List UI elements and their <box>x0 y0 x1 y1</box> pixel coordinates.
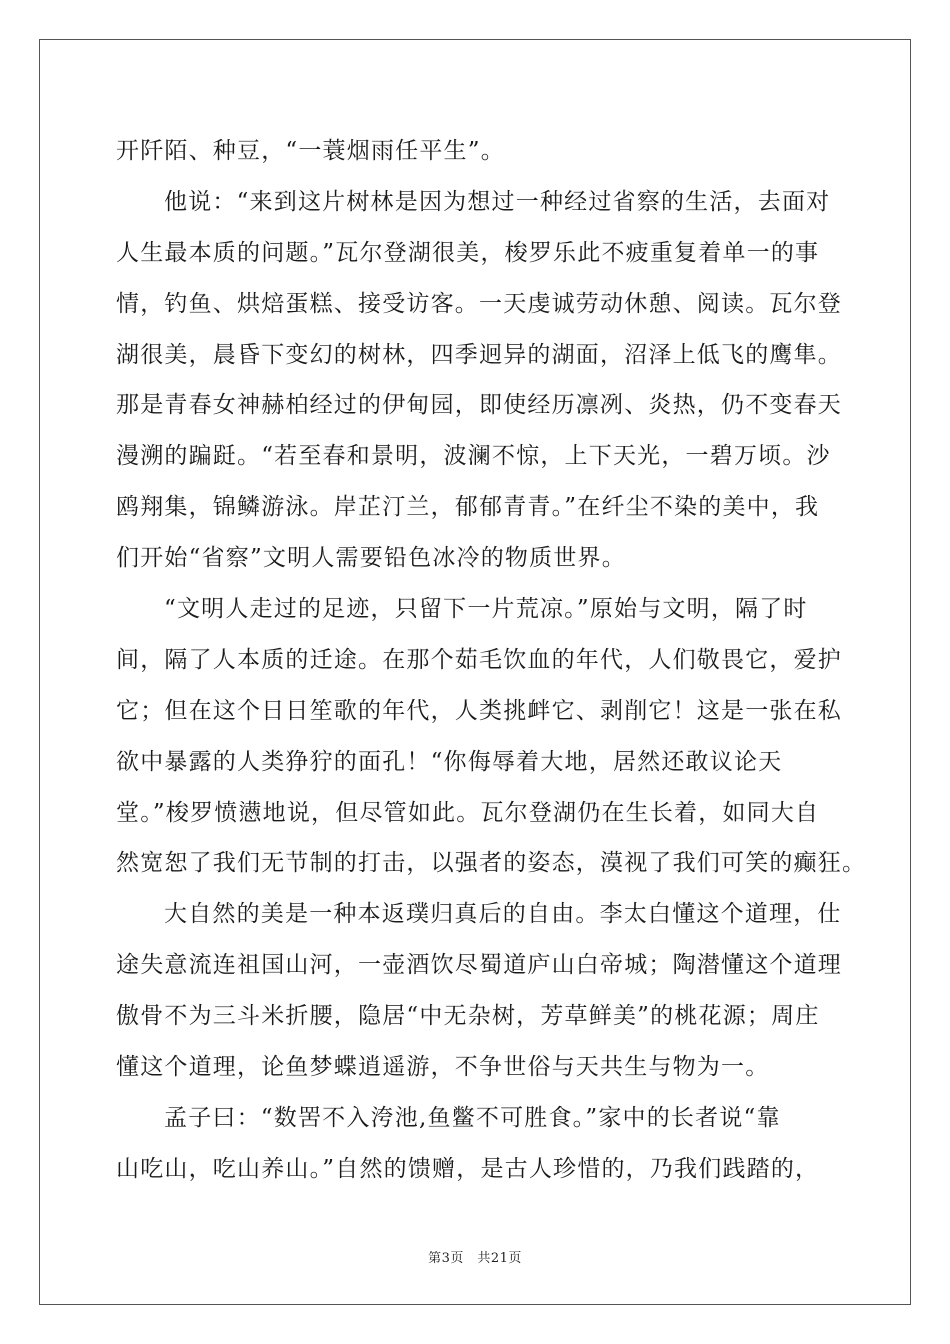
text-line: 人生最本质的问题。”瓦尔登湖很美，梭罗乐此不疲重复着单一的事 <box>116 239 820 266</box>
text-line: 鸥翔集，锦鳞游泳。岸芷汀兰，郁郁青青。”在纤尘不染的美中，我 <box>116 494 820 521</box>
text-line: “文明人走过的足迹，只留下一片荒凉。”原始与文明，隔了时 <box>164 596 808 623</box>
text-line: 山吃山，吃山养山。”自然的馈赠，是古人珍惜的，乃我们践踏的， <box>116 1155 820 1182</box>
text-line: 傲骨不为三斗米折腰，隐居“中无杂树，芳草鲜美”的桃花源；周庄 <box>116 1003 820 1030</box>
text-line: 它；但在这个日日笙歌的年代，人类挑衅它、剥削它！这是一张在私 <box>116 697 842 724</box>
text-line: 们开始“省察”文明人需要铅色冰冷的物质世界。 <box>116 545 626 572</box>
text-line: 途失意流连祖国山河，一壶酒饮尽蜀道庐山白帝城；陶潜懂这个道理 <box>116 952 842 979</box>
text-line: 懂这个道理，论鱼梦蝶逍遥游，不争世俗与天共生与物为一。 <box>116 1054 770 1081</box>
document-body <box>116 126 867 1195</box>
text-line: 开阡陌、种豆，“一蓑烟雨任平生”。 <box>116 138 505 164</box>
page-number-footer: 第3页 共21页 <box>428 1251 522 1266</box>
text-line: 那是青春女神赫柏经过的伊甸园，即使经历凛冽、炎热，仍不变春天 <box>116 392 842 419</box>
text-line: 间，隔了人本质的迁途。在那个茹毛饮血的年代，人们敬畏它，爱护 <box>116 646 842 673</box>
text-line: 漫溯的蹁跹。“若至春和景明，波澜不惊，上下天光，一碧万顷。沙 <box>116 443 831 470</box>
text-line: 湖很美，晨昏下变幻的树林，四季迥异的湖面，沼泽上低飞的鹰隼。 <box>116 341 842 368</box>
text-line: 孟子曰：“数罟不入洿池,鱼鳖不可胜食。”家中的长者说“靠 <box>164 1104 781 1131</box>
text-line: 他说：“来到这片树林是因为想过一种经过省察的生活，去面对 <box>164 188 831 215</box>
text-line: 然宽恕了我们无节制的打击，以强者的姿态，漠视了我们可笑的癫狂。 <box>116 850 867 877</box>
text-line: 堂。”梭罗愤懑地说，但尽管如此。瓦尔登湖仍在生长着，如同大自 <box>116 799 820 826</box>
text-line: 欲中暴露的人类狰狞的面孔！“你侮辱着大地，居然还敢议论天 <box>116 748 783 775</box>
text-line: 大自然的美是一种本返璞归真后的自由。李太白懂这个道理，仕 <box>164 901 842 928</box>
text-line: 情，钓鱼、烘焙蛋糕、接受访客。一天虔诚劳动休憩、阅读。瓦尔登 <box>116 290 842 317</box>
